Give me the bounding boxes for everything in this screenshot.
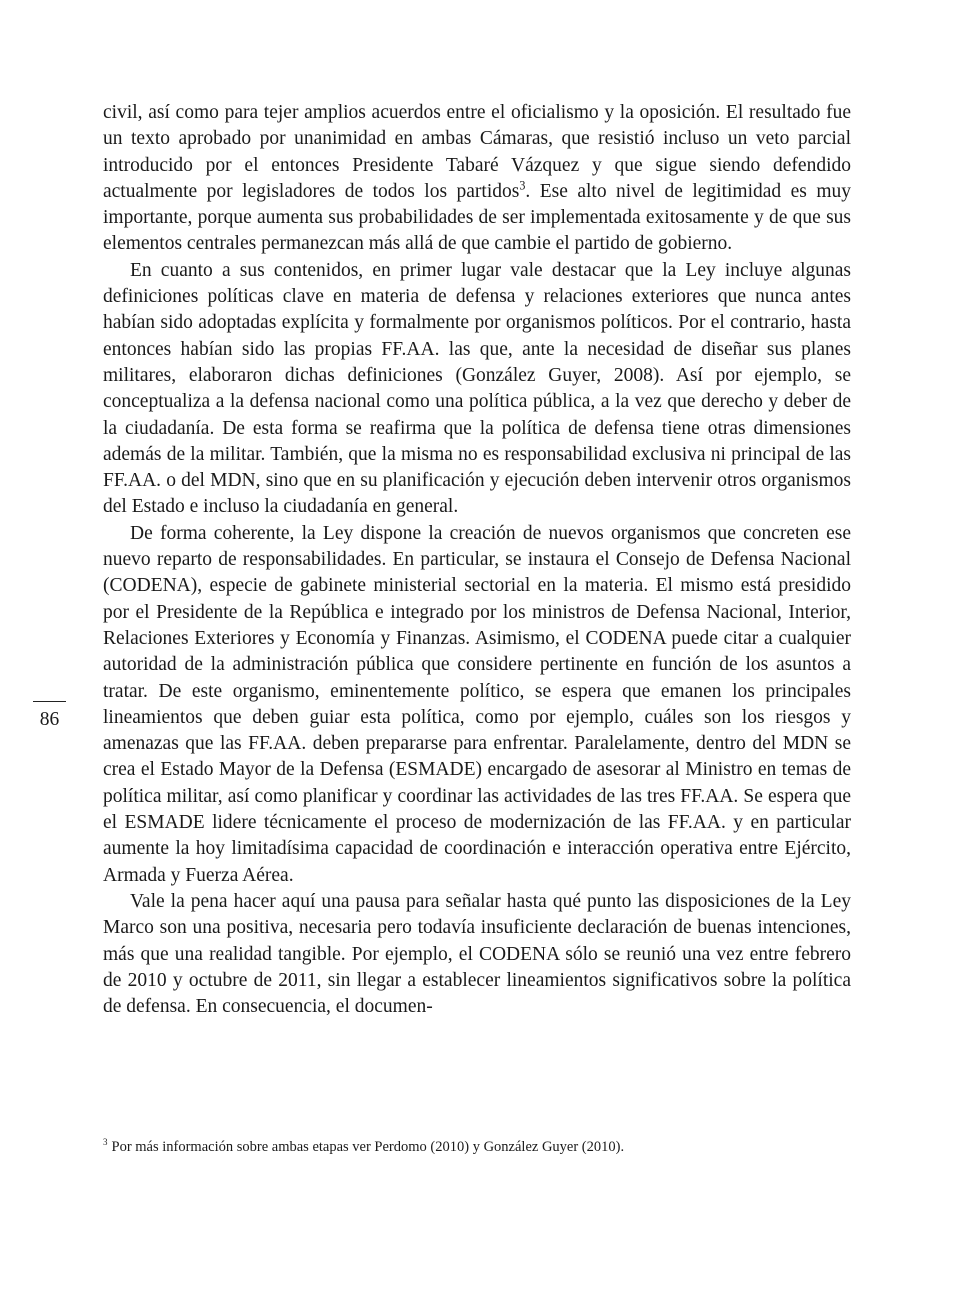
footnote-text: Por más información sobre ambas etapas ver Perdomo (2010) y González Guyer (2010). bbox=[111, 1139, 625, 1155]
page-number-rule bbox=[33, 701, 66, 702]
footnote-mark: 3 bbox=[103, 1137, 108, 1148]
page-body bbox=[103, 100, 851, 1020]
paragraph-1-text-start: civil, así como para tejer amplios acuerdos entre el oficialismo y la oposición. El resultado fue un texto aprobado por unanimidad en ambas Cámaras, que resistió incluso un veto parcial introducido por el entonces Presidente Tabaré Vázquez y que sigue siendo defendido actualmente por legisladores de todos los partidos bbox=[103, 102, 851, 202]
paragraph-1 bbox=[103, 100, 851, 258]
paragraph-4: Vale la pena hacer aquí una pausa para señalar hasta qué punto las disposiciones de la Ley Marco son una positiva, necesaria pero todavía insuficiente declaración de buenas intenciones, más que una realidad tangible. Por ejemplo, el CODENA sólo se reunió una vez entre febrero de 2010 y octubre de 2011, sin llegar a establecer lineamientos significativos sobre la política de defensa. En consecuencia, el documen- bbox=[103, 890, 851, 1018]
footnote-reference[interactable]: 3 bbox=[519, 178, 526, 193]
paragraph-2: En cuanto a sus contenidos, en primer lugar vale destacar que la Ley incluye algunas definiciones políticas clave en materia de defensa y relaciones exteriores que nunca antes habían sido adoptadas explícita y formalmente por organismos políticos. Por el contrario, hasta entonces habían sido las propias FF.AA. las que, ante la necesidad de diseñar sus planes militares, elaboraron dichas definiciones (González Guyer, 2008). Así por ejemplo, se conceptualiza a la defensa nacional como una política pública, a la vez que derecho y deber de la ciudadanía. De esta forma se reafirma que la política de defensa tiene otras dimensiones además de la militar. También, que la misma no es responsabilidad exclusiva ni principal de las FF.AA. o del MDN, sino que en su planificación y ejecución deben intervenir otros organismos del Estado e incluso la ciudadanía en general. bbox=[103, 259, 851, 518]
paragraph-3: De forma coherente, la Ley dispone la creación de nuevos organismos que concreten ese nuevo reparto de responsabilidades. En particular, se instaura el Consejo de Defensa Nacional (CODENA), especie de gabinete ministerial sectorial en la materia. El mismo está presidido por el Presidente de la República e integrado por los ministros de Defensa Nacional, Interior, Relaciones Exteriores y Economía y Finanzas. Asimismo, el CODENA puede citar a cualquier autoridad de la administración pública que considere pertinente en función de los asuntos a tratar. De este organismo, eminentemente político, se espera que emanen los principales lineamientos que deben guiar esta política, como por ejemplo, cuáles son los riesgos y amenazas que las FF.AA. deben prepararse para enfrentar. Paralelamente, dentro del MDN se crea el Estado Mayor de la Defensa (ESMADE) encargado de asesorar al Ministro en temas de política militar, así como planificar y coordinar las actividades de las tres FF.AA. Se espera que el ESMADE lidere técnicamente el proceso de modernización de las FF.AA. y en particular aumente la hoy limitadísima capacidad de coordinación e interacción operativa entre Ejército, Armada y Fuerza Aérea. bbox=[103, 522, 851, 886]
footnote bbox=[103, 1137, 851, 1157]
paragraph-1-text-end: . Ese alto nivel de legitimidad es muy importante, porque aumenta sus probabilidades de ser implementada exitosamente y de que sus elementos centrales permanezcan más allá de que cambie el partido de gobierno. bbox=[103, 180, 851, 255]
page-number: 86 bbox=[39, 709, 60, 730]
